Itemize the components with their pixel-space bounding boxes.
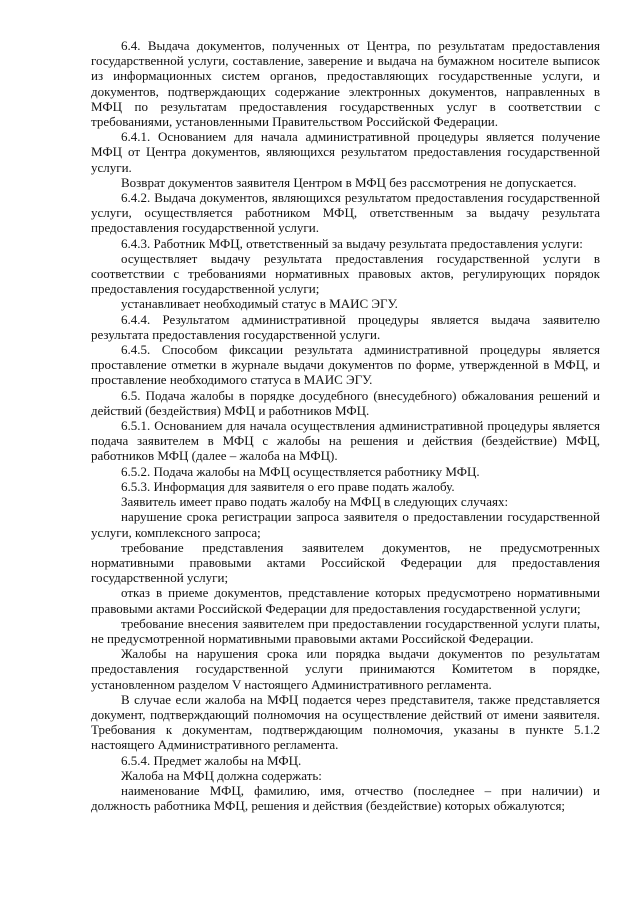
- paragraph-mfc-name-requirement: наименование МФЦ, фамилию, имя, отчество (последнее – при наличии) и должность работника МФЦ, решения и действия (бездействие) которых обжалуются;: [91, 782, 600, 814]
- paragraph-case-extra-documents: требование представления заявителем документов, не предусмотренных нормативными правовыми актами Российской Федерации для предоставления государственной услуги;: [91, 539, 600, 586]
- paragraph-case-registration-delay: нарушение срока регистрации запроса заявителя о предоставлении государственной услуги, комплексного запроса;: [91, 509, 600, 540]
- paragraph-6-4-1: 6.4.1. Основанием для начала административной процедуры является получение МФЦ от Центра документов, являющихся результатом предоставления государственной услуги.: [91, 129, 600, 175]
- paragraph-representative: В случае если жалоба на МФЦ подается через представителя, также представляется документ, подтверждающий полномочия на осуществление действий от имени заявителя. Требования к документам, подтверждающим полномочия, указаны в пункте 5.1.2 настоящего Административного регламента.: [91, 691, 600, 753]
- paragraph-6-4-5: 6.4.5. Способом фиксации результата административной процедуры является проставление отметки в журнале выдачи документов по форме, утвержденной в МФЦ, и проставление необходимого статуса в МАИС ЭГУ.: [91, 342, 600, 388]
- paragraph-return-note: Возврат документов заявителя Центром в МФЦ без рассмотрения не допускается.: [121, 174, 577, 190]
- paragraph-6-5: 6.5. Подача жалобы в порядке досудебного (внесудебного) обжалования решений и действий (бездействия) МФЦ и работников МФЦ.: [91, 387, 600, 418]
- paragraph-complaint-contents: Жалоба на МФЦ должна содержать:: [121, 767, 322, 783]
- paragraph-6-5-1: 6.5.1. Основанием для начала осуществления административной процедуры является подача заявителем в МФЦ с жалобы на решения и действия (бездействие) МФЦ, работников МФЦ (далее – жалоба на МФЦ).: [91, 418, 600, 464]
- paragraph-case-fee: требование внесения заявителем при предоставлении государственной услуги платы, не предусмотренной нормативными правовыми актами Российской Федерации.: [91, 615, 600, 646]
- paragraph-6-5-4: 6.5.4. Предмет жалобы на МФЦ.: [121, 752, 302, 768]
- paragraph-issues-result: осуществляет выдачу результата предоставления государственной услуги в соответствии с требованиями нормативных правовых актов, регулирующих порядок предоставления государственной услуги;: [91, 250, 600, 297]
- paragraph-6-4: 6.4. Выдача документов, полученных от Центра, по результатам предоставления государственной услуги, составление, заверение и выдача на бумажном носителе выписок из информационных систем органов, предоставляющих государственные услуги, и документов, подтверждающих содержание электронных документов, направленных в МФЦ по результатам предоставления государственных услуг в соответствии с требованиями, установленными Правительством Российской Федерации.: [91, 38, 600, 130]
- paragraph-6-5-2: 6.5.2. Подача жалобы на МФЦ осуществляется работнику МФЦ.: [121, 463, 480, 479]
- paragraph-6-4-4: 6.4.4. Результатом административной процедуры является выдача заявителю результата предоставления государственной услуги.: [91, 311, 600, 342]
- paragraph-6-4-2: 6.4.2. Выдача документов, являющихся результатом предоставления государственной услуги, осуществляется работником МФЦ, ответственным за выдачу результата предоставления государственной услуги.: [91, 190, 600, 236]
- paragraph-case-refusal: отказ в приеме документов, представление которых предусмотрено нормативными правовыми актами Российской Федерации для предоставления государственной услуги;: [91, 585, 600, 616]
- paragraph-committee-complaints: Жалобы на нарушения срока или порядка выдачи документов по результатам предоставления государственной услуги принимаются Комитетом в порядке, установленном разделом V настоящего Административного регламента.: [91, 646, 600, 692]
- paragraph-sets-status: устанавливает необходимый статус в МАИС ЭГУ.: [121, 296, 398, 312]
- paragraph-right-to-complain: Заявитель имеет право подать жалобу на МФЦ в следующих случаях:: [121, 494, 509, 510]
- paragraph-6-5-3: 6.5.3. Информация для заявителя о его праве подать жалобу.: [121, 478, 455, 494]
- paragraph-6-4-3: 6.4.3. Работник МФЦ, ответственный за выдачу результата предоставления услуги:: [121, 235, 583, 251]
